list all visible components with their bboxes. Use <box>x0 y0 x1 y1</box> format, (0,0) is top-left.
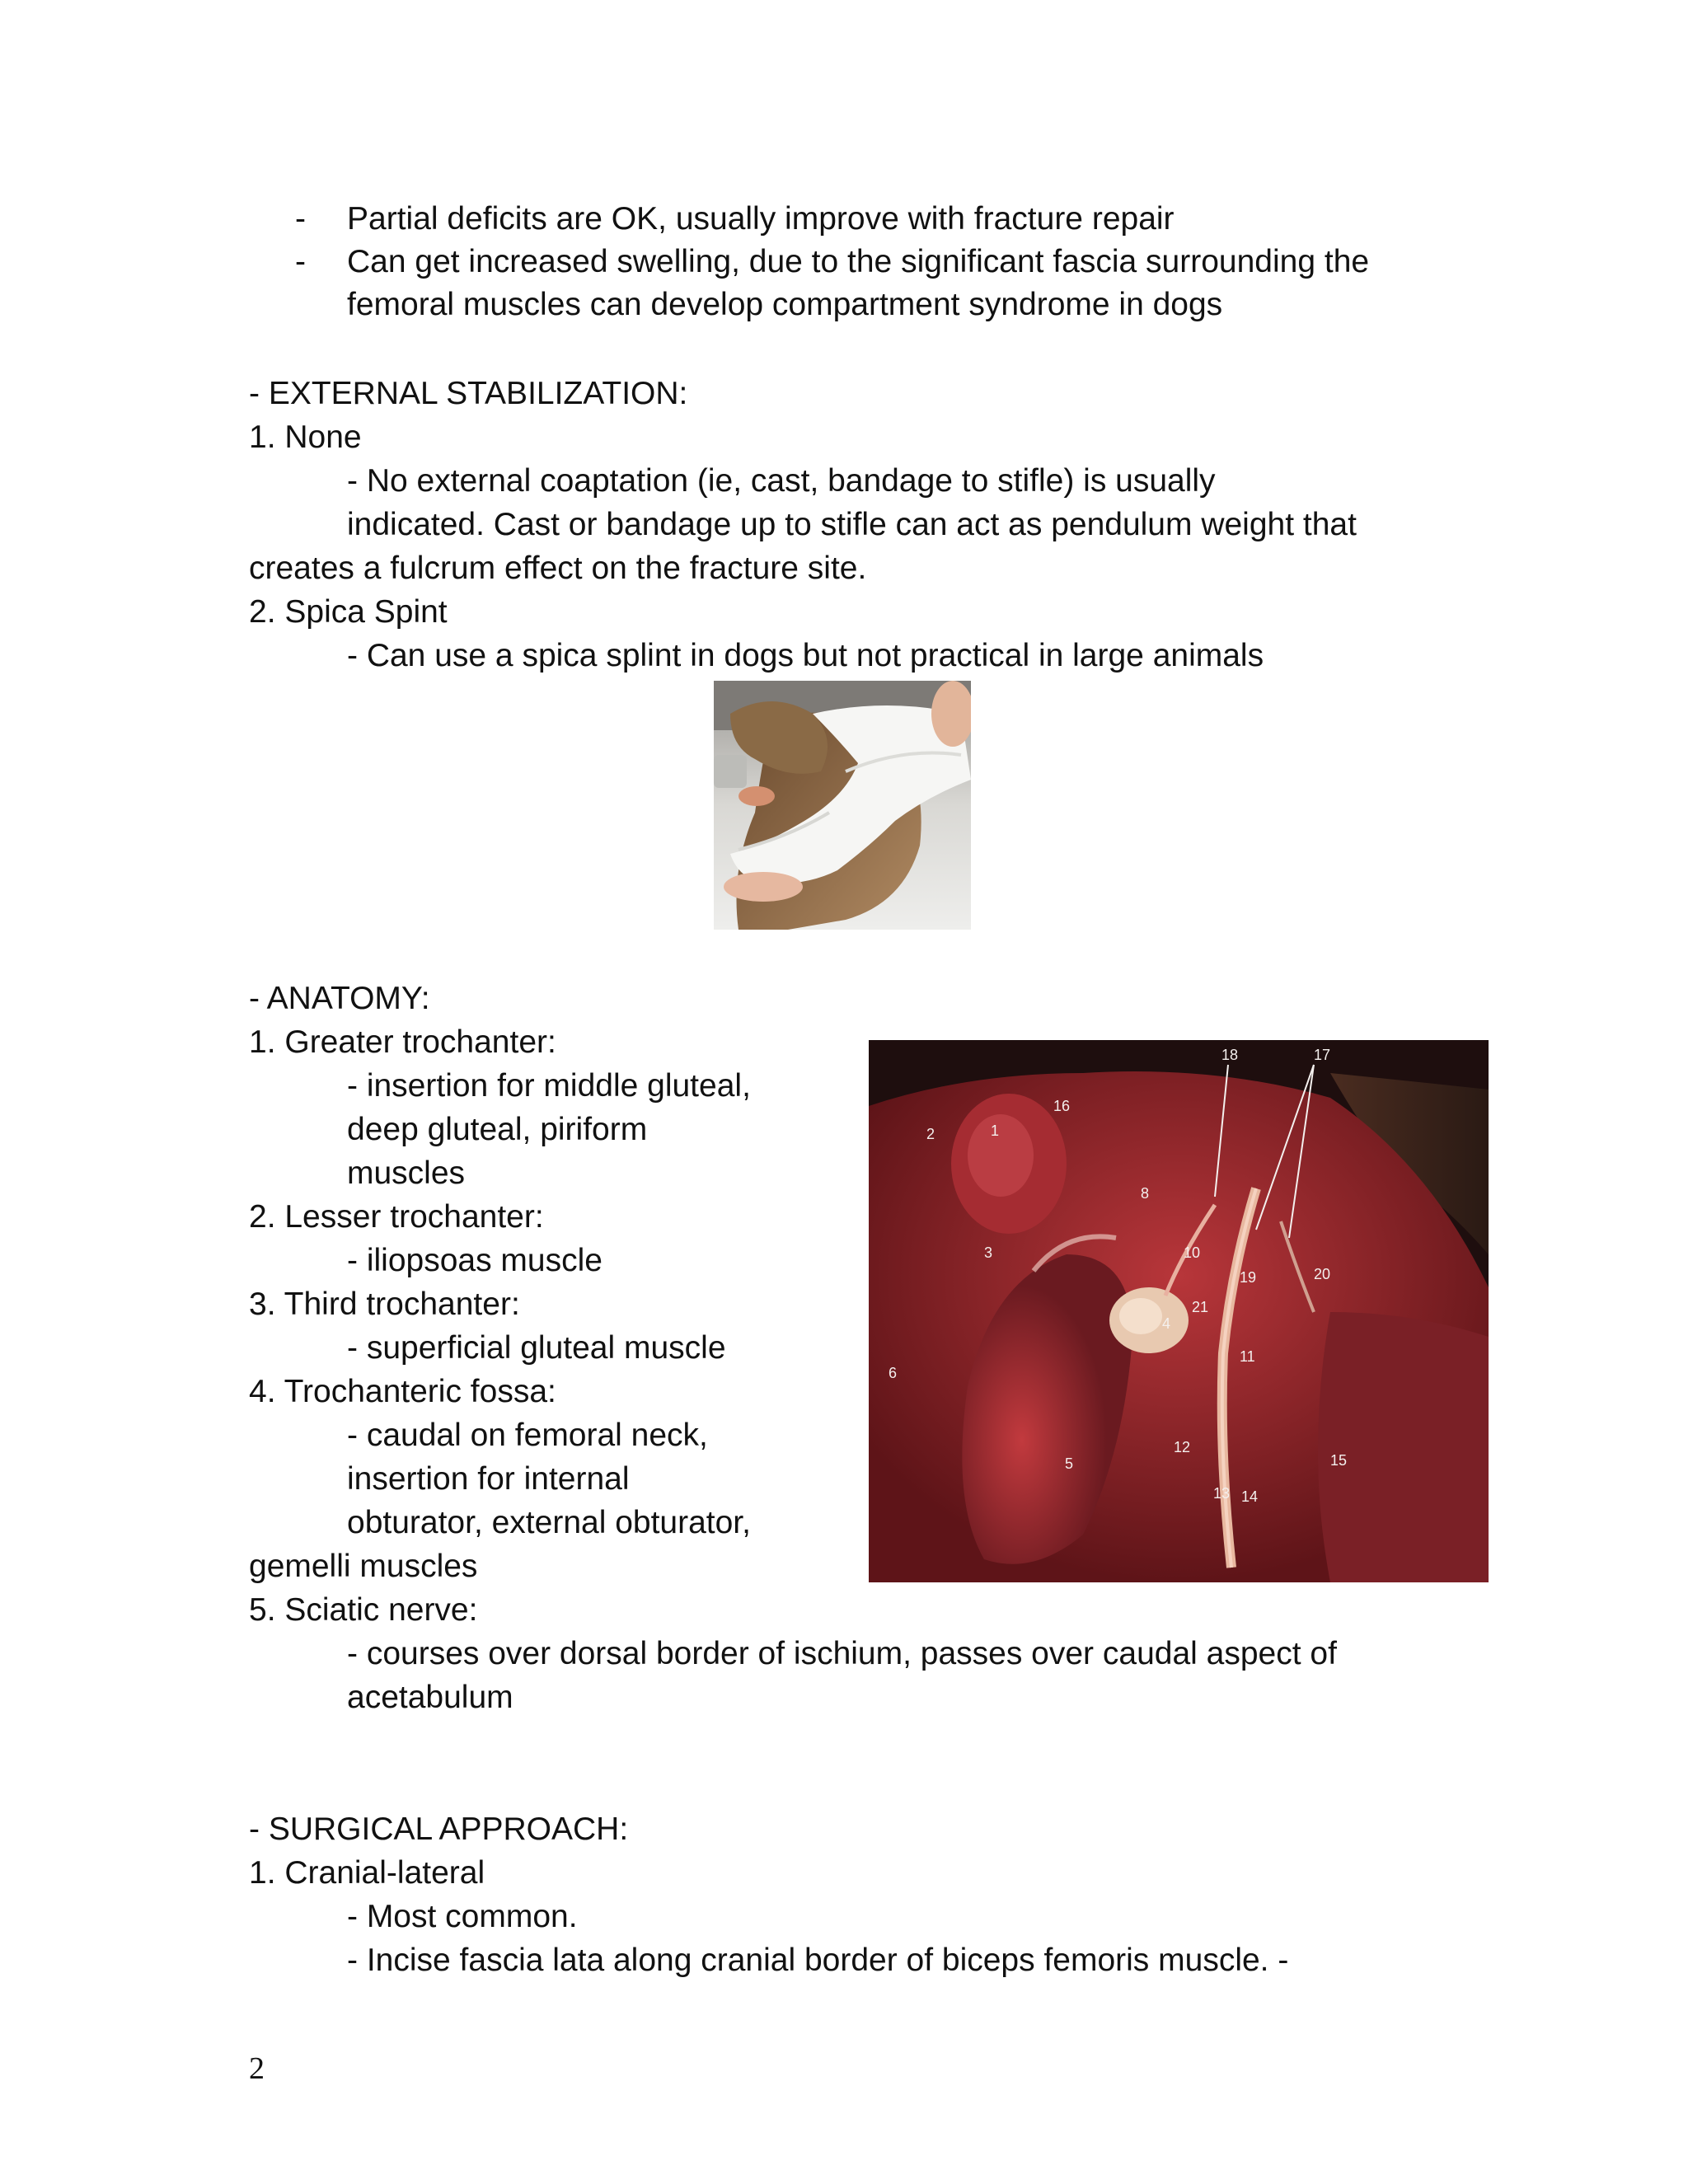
list-item-text: - iliopsoas muscle <box>347 1243 603 1278</box>
figure-label: 13 <box>1213 1485 1231 1502</box>
page-number: 2 <box>249 2051 265 2086</box>
hip-dissection-photo <box>869 1040 1489 1582</box>
section-heading-anatomy: - ANATOMY: <box>249 981 430 1016</box>
list-item-text: acetabulum <box>347 1680 513 1715</box>
figure-label: 12 <box>1174 1439 1191 1455</box>
figure-label: 2 <box>926 1126 935 1142</box>
list-item-text: - Most common. <box>347 1899 578 1934</box>
bullet-marker: - <box>295 244 306 279</box>
list-item-title: 1. Cranial-lateral <box>249 1855 485 1891</box>
list-item-title: 1. Greater trochanter: <box>249 1024 556 1060</box>
figure-label: 10 <box>1184 1244 1201 1261</box>
figure-label: 3 <box>984 1244 993 1261</box>
list-item-title: 2. Lesser trochanter: <box>249 1199 544 1235</box>
list-item-text: obturator, external obturator, <box>347 1505 751 1540</box>
figure-label: 15 <box>1330 1452 1348 1469</box>
figure-label: 21 <box>1192 1299 1209 1315</box>
figure-label: 16 <box>1053 1098 1071 1114</box>
list-item-title: 3. Third trochanter: <box>249 1286 520 1322</box>
figure-label: 8 <box>1141 1185 1150 1202</box>
list-item-text: deep gluteal, piriform <box>347 1112 648 1147</box>
list-item-text: muscles <box>347 1155 466 1191</box>
figure-label: 17 <box>1314 1047 1331 1063</box>
list-item-text: - No external coaptation (ie, cast, bandage to stifle) is usually <box>347 463 1216 499</box>
list-item-text: indicated. Cast or bandage up to stifle can act as pendulum weight that <box>347 507 1357 542</box>
figure-label: 4 <box>1162 1315 1171 1332</box>
list-item-text: creates a fulcrum effect on the fracture site. <box>249 551 867 586</box>
list-item-title: 5. Sciatic nerve: <box>249 1592 478 1628</box>
figure-label: 20 <box>1314 1266 1331 1282</box>
figure-label: 11 <box>1240 1348 1255 1365</box>
figure-label: 14 <box>1241 1488 1259 1505</box>
bullet-marker: - <box>295 201 306 237</box>
bullet-text-continued: femoral muscles can develop compartment syndrome in dogs <box>347 287 1223 322</box>
list-item-text: - superficial gluteal muscle <box>347 1330 726 1366</box>
list-item-text: - Incise fascia lata along cranial border of biceps femoris muscle. - <box>347 1943 1289 1978</box>
section-heading-external-stabilization: - EXTERNAL STABILIZATION: <box>249 376 688 411</box>
figure-label: 1 <box>991 1122 1000 1139</box>
bullet-text: Can get increased swelling, due to the significant fascia surrounding the <box>347 244 1370 279</box>
list-item-title: 2. Spica Spint <box>249 594 448 630</box>
figure-label: 18 <box>1221 1047 1239 1063</box>
list-item-text: - caudal on femoral neck, <box>347 1418 708 1453</box>
list-item-title: 1. None <box>249 419 362 455</box>
list-item-text: insertion for internal <box>347 1461 630 1497</box>
figure-label: 5 <box>1065 1455 1074 1472</box>
figure-label: 6 <box>889 1365 898 1381</box>
list-item-title: 4. Trochanteric fossa: <box>249 1374 556 1409</box>
spica-splint-photo <box>714 681 971 930</box>
list-item-text: - courses over dorsal border of ischium, passes over caudal aspect of <box>347 1636 1337 1671</box>
bullet-text: Partial deficits are OK, usually improve with fracture repair <box>347 201 1175 237</box>
figure-label: 19 <box>1240 1269 1257 1286</box>
section-heading-surgical-approach: - SURGICAL APPROACH: <box>249 1811 629 1847</box>
list-item-text: - Can use a spica splint in dogs but not practical in large animals <box>347 638 1264 673</box>
list-item-text: gemelli muscles <box>249 1549 478 1584</box>
list-item-text: - insertion for middle gluteal, <box>347 1068 751 1104</box>
